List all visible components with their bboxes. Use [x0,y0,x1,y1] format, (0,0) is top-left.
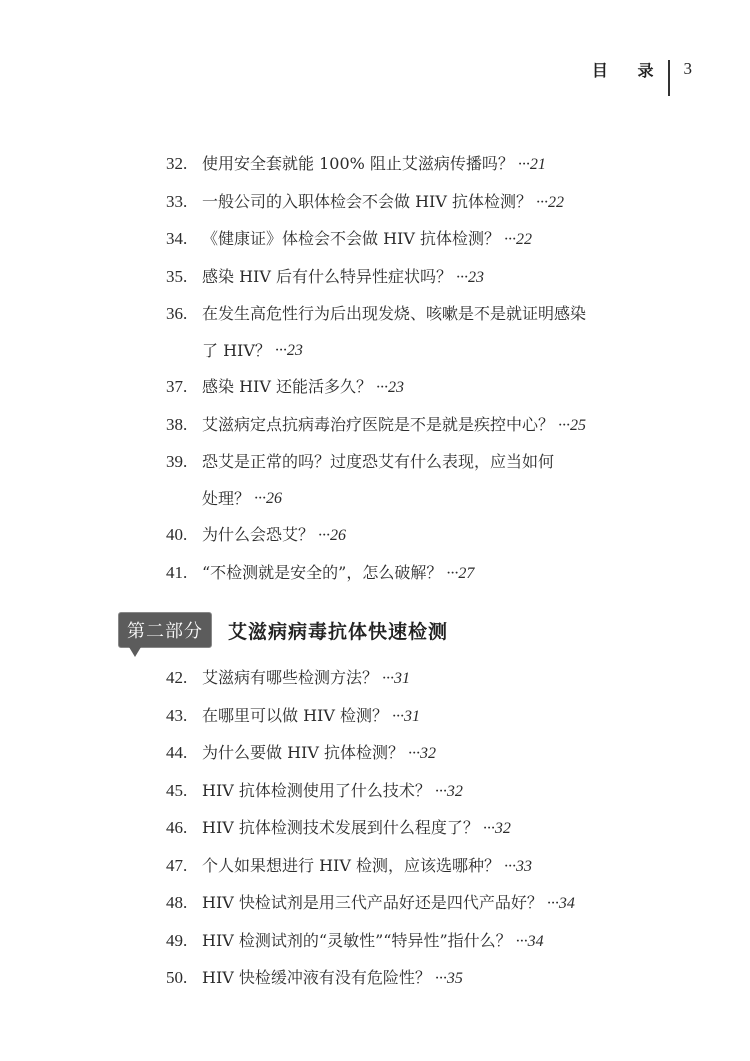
toc-entry-number: 46. [166,818,188,837]
toc-entry [166,698,666,736]
toc-entry-body [202,735,666,773]
toc-entry-title-continued: 处理？ [202,488,251,508]
toc-entry-title: 个人如果想进行 HIV 检测，应该选哪种？ [202,855,501,875]
section-title: 艾滋病病毒抗体快速检测 [228,620,449,643]
toc-entry-number: 39. [166,452,188,471]
toc-entry-body [202,923,666,961]
toc-entry-page: ···23 [274,341,303,359]
toc-entry-body [202,221,666,259]
page-number: 3 [683,59,692,78]
toc-entry-page: ···31 [382,670,411,687]
toc-entry-page: ···26 [318,527,347,544]
toc-entry-number: 40. [166,525,188,544]
toc-entry-number: 50. [166,968,188,987]
toc-entry-continuation [166,481,666,518]
toc-entry-number: 49. [166,930,188,950]
toc-entry-title: HIV 快检缓冲液有没有危险性？ [202,968,431,987]
toc-entry [166,885,666,923]
toc-entry [166,555,666,593]
toc-entry-body [202,773,666,811]
toc-entry [166,259,666,297]
toc-list-part2 [166,660,666,998]
toc-entry-body [202,184,666,222]
toc-entry-title: 在哪里可以做 HIV 检测？ [202,705,389,725]
toc-entry-body [202,146,666,184]
toc-entry [166,773,666,811]
toc-entry-number: 36. [166,304,188,323]
toc-entry-page: ···33 [504,857,533,875]
toc-entry [166,184,666,222]
toc-entry-number: 34. [166,229,188,248]
toc-entry-page: ···27 [446,564,475,582]
toc-entry-body [202,660,666,698]
toc-entry-title: HIV 抗体检测使用了什么技术？ [202,780,431,800]
toc-entry [166,660,666,698]
toc-entry [166,848,666,886]
toc-entry-body [202,407,666,445]
toc-entry [166,960,666,998]
toc-entry-body [202,698,666,736]
toc-entry-page: ···22 [504,231,533,248]
toc-entry-body [202,444,666,481]
toc-entry-title-continued: 了 HIV？ [202,340,271,360]
toc-entry [166,369,666,407]
toc-entry-title: HIV 检测试剂的“灵敏性”“特异性”指什么？ [202,930,512,950]
section-badge: 第二部分 [118,612,212,648]
toc-entry-number: 38. [166,414,188,434]
toc-entry-page: ···31 [392,707,421,725]
toc-entry [166,296,666,333]
toc-entry-title: 艾滋病有哪些检测方法？ [202,668,379,687]
toc-entry-page: ···26 [254,489,283,507]
toc-entry-page: ···23 [376,379,405,396]
toc-entry-number: 43. [166,705,188,725]
toc-entry-title: 《健康证》体检会不会做 HIV 抗体检测？ [202,229,501,248]
toc-entry [166,444,666,481]
toc-entry-title: 为什么要做 HIV 抗体检测？ [202,743,405,762]
toc-entry-page: ···25 [558,416,587,434]
toc-entry-number: 35. [166,266,188,286]
toc-entry-title: 一般公司的入职体检会不会做 HIV 抗体检测？ [202,191,533,211]
toc-entry-page: ···23 [456,268,485,286]
toc-entry [166,923,666,961]
header-title: 目 录 [591,61,666,80]
toc-entry-body [202,810,666,848]
toc-entry-body [202,885,666,923]
toc-list-part1 [166,146,666,592]
toc-entry [166,810,666,848]
toc-entry-page: ···22 [536,193,565,211]
toc-entry-number: 45. [166,780,188,800]
toc-entry-number: 48. [166,893,188,912]
toc-entry-body [202,960,666,998]
toc-entry-title: HIV 快检试剂是用三代产品好还是四代产品好？ [202,893,543,912]
toc-entry-title: HIV 抗体检测技术发展到什么程度了？ [202,818,479,837]
toc-entry-title: 感染 HIV 还能活多久？ [202,377,373,396]
toc-entry-body [202,296,666,333]
toc-entry-page: ···32 [434,782,463,800]
toc-entry-body [202,369,666,407]
toc-entry-number: 42. [166,668,188,687]
toc-entry-page: ···34 [546,895,575,912]
toc-entry-number: 37. [166,377,188,396]
toc-entry-title: “不检测就是安全的”，怎么破解？ [202,562,443,582]
toc-entry-body [202,848,666,886]
toc-entry-number: 32. [166,154,188,173]
toc-entry [166,407,666,445]
toc-entry-title: 艾滋病定点抗病毒治疗医院是不是就是疾控中心？ [202,414,555,434]
toc-entry-continuation [166,333,666,370]
toc-entry-page: ···32 [408,745,437,762]
running-header [592,58,692,96]
toc-entry-page: ···35 [434,970,463,987]
toc-entry-page: ···21 [517,156,546,173]
toc-entry-page: ···32 [482,820,511,837]
toc-entry-title: 感染 HIV 后有什么特异性症状吗？ [202,266,453,286]
toc-entry-body [202,259,666,297]
toc-entry [166,221,666,259]
toc-entry-number: 44. [166,743,188,762]
toc-entry-page: ···34 [515,932,544,950]
toc-entry [166,146,666,184]
toc-entry [166,735,666,773]
toc-entry-title: 使用安全套就能 100% 阻止艾滋病传播吗？ [202,154,514,173]
toc-entry-title: 在发生高危性行为后出现发烧、咳嗽是不是就证明感染 [202,304,587,323]
toc-entry-number: 47. [166,855,188,875]
header-divider [668,60,670,96]
toc-entry-body [202,517,666,555]
toc-entry-number: 41. [166,562,188,582]
toc-entry [166,517,666,555]
toc-entry-body [202,555,666,593]
section-heading [118,612,448,648]
toc-entry-title: 恐艾是正常的吗？过度恐艾有什么表现，应当如何 [202,452,555,471]
toc-entry-title: 为什么会恐艾？ [202,525,315,544]
toc-entry-number: 33. [166,191,188,211]
